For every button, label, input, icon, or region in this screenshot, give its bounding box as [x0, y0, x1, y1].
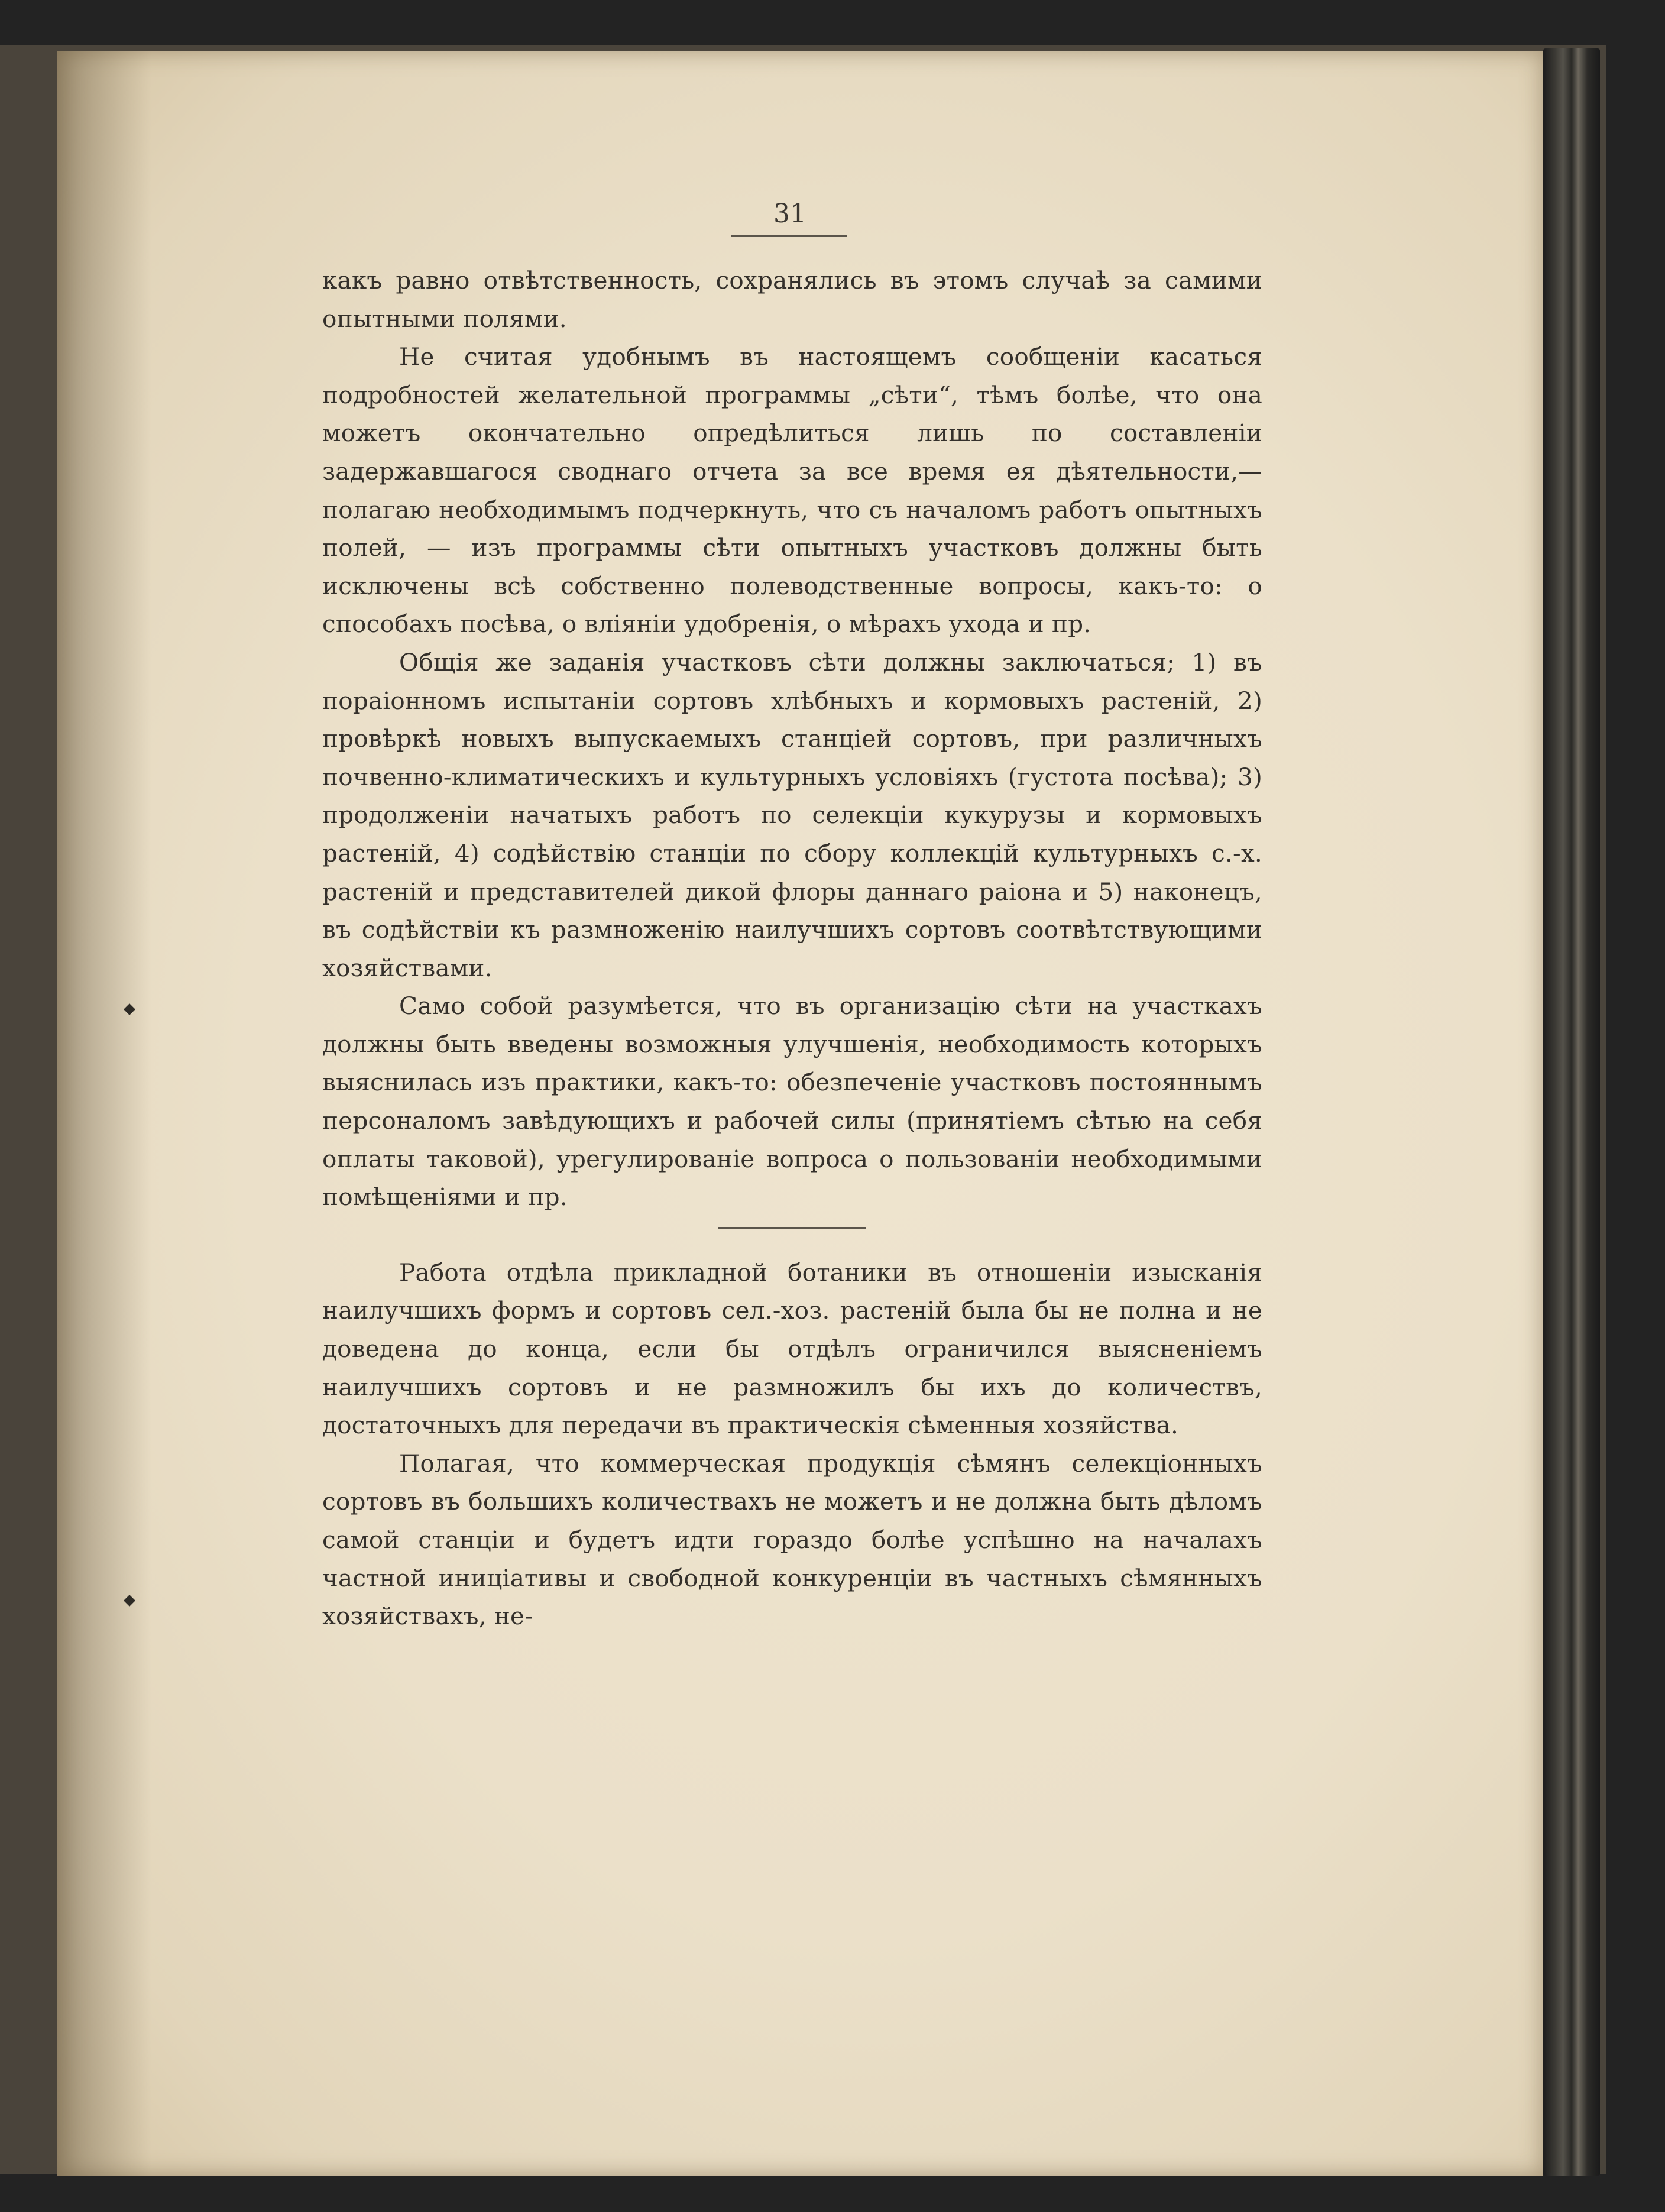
page-number-rule [731, 235, 847, 237]
paragraph: Само собой разумѣется, что въ организацію сѣти на участкахъ должны быть введены возможныя улучшенія, необходимость которыхъ выяснилась изъ практики, какъ-то: обезпеченіе участковъ постояннымъ персоналомъ завѣдующихъ и рабочей силы (принятіемъ сѣтью на себя оплаты таковой), урегулированіе вопроса о пользованіи необходимыми помѣщеніями и пр. [322, 992, 1262, 1212]
paragraph-continuation: какъ равно отвѣтственность, сохранялись въ этомъ случаѣ за самими опытными полями. [322, 266, 1262, 333]
body-text [322, 261, 1262, 1635]
book-cover-edge [1543, 48, 1600, 2176]
paragraph: Полагая, что коммерческая продукція сѣмянъ селекціонныхъ сортовъ въ большихъ количествахъ не можетъ и не должна быть дѣломъ самой станціи и будетъ идти гораздо болѣе успѣшно на началахъ частной иниціативы и свободной конкуренціи въ частныхъ сѣмянныхъ хозяйствахъ, не- [322, 1449, 1262, 1631]
paragraph: Общія же заданія участковъ сѣти должны заключаться; 1) въ пораіонномъ испытаніи сортовъ хлѣбныхъ и кормовыхъ растеній, 2) провѣркѣ новыхъ выпускаемыхъ станціей сортовъ, при различныхъ почвенно-климатическихъ и культурныхъ условіяхъ (густота посѣва); 3) продолженіи начатыхъ работъ по селекціи кукурузы и кормовыхъ растеній, 4) содѣйствію станціи по сбору коллекцій культурныхъ с.-х. растеній и представителей дикой флоры даннаго раіона и 5) наконецъ, въ содѣйствіи къ размноженію наилучшихъ сортовъ соотвѣтствующими хозяйствами. [322, 647, 1262, 982]
page-number: 31 [773, 199, 806, 229]
gutter-shadow [57, 51, 151, 2176]
section-divider [718, 1227, 866, 1229]
paragraph: Не считая удобнымъ въ настоящемъ сообщеніи касаться подробностей желательной программы „сѣти“, тѣмъ болѣе, что она можетъ окончательно опредѣлиться лишь по составленіи задержавшагося своднаго отчета за все время ея дѣятельности,— полагаю необходимымъ подчеркнуть, что съ началомъ работъ опытныхъ полей, — изъ программы сѣти опытныхъ участковъ должны быть исключены всѣ собственно полеводственные вопросы, какъ-то: о способахъ посѣва, о вліяніи удобренія, о мѣрахъ ухода и пр. [322, 342, 1262, 639]
paragraph: Работа отдѣла прикладной ботаники въ отношеніи изысканія наилучшихъ формъ и сортовъ сел.-хоз. растеній была бы не полна и не доведена до конца, если бы отдѣлъ ограничился выясненіемъ наилучшихъ сортовъ и не размножилъ бы ихъ до количествъ, достаточныхъ для передачи въ практическія сѣменныя хозяйства. [322, 1258, 1262, 1440]
